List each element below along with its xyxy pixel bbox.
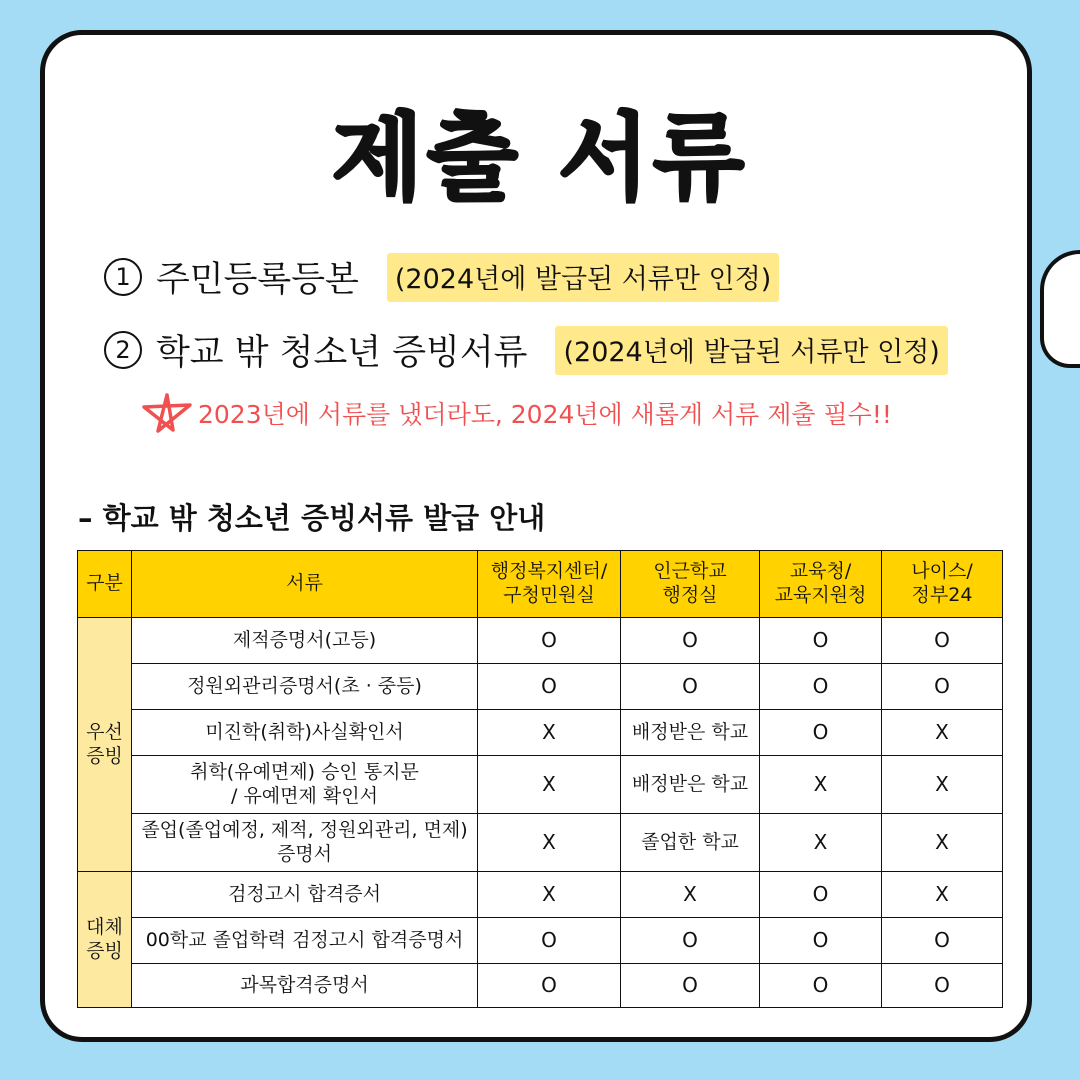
category-cell: 우선 증빙 bbox=[78, 618, 132, 872]
document-name-cell: 졸업(졸업예정, 제적, 정원외관리, 면제) 증명서 bbox=[132, 814, 478, 872]
table-header-cell: 서류 bbox=[132, 551, 478, 618]
item-number-1: 1 bbox=[104, 258, 142, 296]
availability-cell: O bbox=[621, 664, 760, 710]
availability-cell: O bbox=[478, 664, 621, 710]
red-star-icon bbox=[138, 392, 196, 434]
cloud-icon bbox=[1040, 250, 1080, 368]
page-title: 제출 서류 bbox=[332, 104, 748, 213]
availability-cell: X bbox=[478, 872, 621, 918]
availability-cell: O bbox=[882, 664, 1003, 710]
document-name-cell: 과목합격증명서 bbox=[132, 964, 478, 1008]
availability-cell: X bbox=[882, 814, 1003, 872]
availability-cell: O bbox=[478, 964, 621, 1008]
availability-cell: X bbox=[882, 710, 1003, 756]
availability-cell: O bbox=[478, 618, 621, 664]
table-header-cell: 구분 bbox=[78, 551, 132, 618]
availability-cell: O bbox=[882, 618, 1003, 664]
availability-cell: 졸업한 학교 bbox=[621, 814, 760, 872]
document-name-cell: 00학교 졸업학력 검정고시 합격증명서 bbox=[132, 918, 478, 964]
availability-cell: O bbox=[621, 964, 760, 1008]
category-cell: 대체 증빙 bbox=[78, 872, 132, 1008]
table-row bbox=[78, 872, 1003, 918]
document-name-cell: 취학(유예면제) 승인 통지문 / 유예면제 확인서 bbox=[132, 756, 478, 814]
availability-cell: X bbox=[882, 872, 1003, 918]
table-row bbox=[78, 964, 1003, 1008]
availability-cell: O bbox=[882, 964, 1003, 1008]
table-row bbox=[78, 918, 1003, 964]
table-header-cell: 교육청/ 교육지원청 bbox=[760, 551, 882, 618]
document-name-cell: 미진학(취학)사실확인서 bbox=[132, 710, 478, 756]
required-item-1 bbox=[104, 252, 779, 302]
availability-cell: O bbox=[621, 918, 760, 964]
item-note-1: (2024년에 발급된 서류만 인정) bbox=[387, 253, 779, 302]
availability-cell: O bbox=[760, 710, 882, 756]
table-row bbox=[78, 710, 1003, 756]
availability-cell: O bbox=[760, 964, 882, 1008]
availability-cell: X bbox=[478, 756, 621, 814]
item-number-2: 2 bbox=[104, 331, 142, 369]
warning-note bbox=[138, 392, 892, 434]
document-name-cell: 검정고시 합격증서 bbox=[132, 872, 478, 918]
required-item-2 bbox=[104, 325, 948, 375]
table-row bbox=[78, 814, 1003, 872]
table-row bbox=[78, 756, 1003, 814]
item-label-1: 주민등록등본 bbox=[156, 260, 359, 300]
availability-cell: X bbox=[621, 872, 760, 918]
table-header-row bbox=[78, 551, 1003, 618]
availability-cell: X bbox=[882, 756, 1003, 814]
availability-cell: 배정받은 학교 bbox=[621, 710, 760, 756]
section-title: – 학교 밖 청소년 증빙서류 발급 안내 bbox=[78, 501, 546, 535]
availability-cell: O bbox=[760, 664, 882, 710]
table-header-cell: 행정복지센터/ 구청민원실 bbox=[478, 551, 621, 618]
table-row bbox=[78, 618, 1003, 664]
availability-cell: X bbox=[760, 814, 882, 872]
document-table bbox=[77, 550, 1003, 1008]
availability-cell: O bbox=[760, 918, 882, 964]
item-note-2: (2024년에 발급된 서류만 인정) bbox=[555, 326, 947, 375]
warning-text: 2023년에 서류를 냈더라도, 2024년에 새롭게 서류 제출 필수!! bbox=[198, 400, 892, 429]
availability-cell: O bbox=[478, 918, 621, 964]
availability-cell: O bbox=[760, 618, 882, 664]
item-label-2: 학교 밖 청소년 증빙서류 bbox=[156, 333, 528, 373]
availability-cell: X bbox=[760, 756, 882, 814]
availability-cell: O bbox=[760, 872, 882, 918]
availability-cell: 배정받은 학교 bbox=[621, 756, 760, 814]
availability-cell: X bbox=[478, 814, 621, 872]
table-header-cell: 나이스/ 정부24 bbox=[882, 551, 1003, 618]
availability-cell: O bbox=[621, 618, 760, 664]
availability-cell: X bbox=[478, 710, 621, 756]
table-row bbox=[78, 664, 1003, 710]
document-name-cell: 제적증명서(고등) bbox=[132, 618, 478, 664]
table-header-cell: 인근학교 행정실 bbox=[621, 551, 760, 618]
availability-cell: O bbox=[882, 918, 1003, 964]
document-name-cell: 정원외관리증명서(초 · 중등) bbox=[132, 664, 478, 710]
